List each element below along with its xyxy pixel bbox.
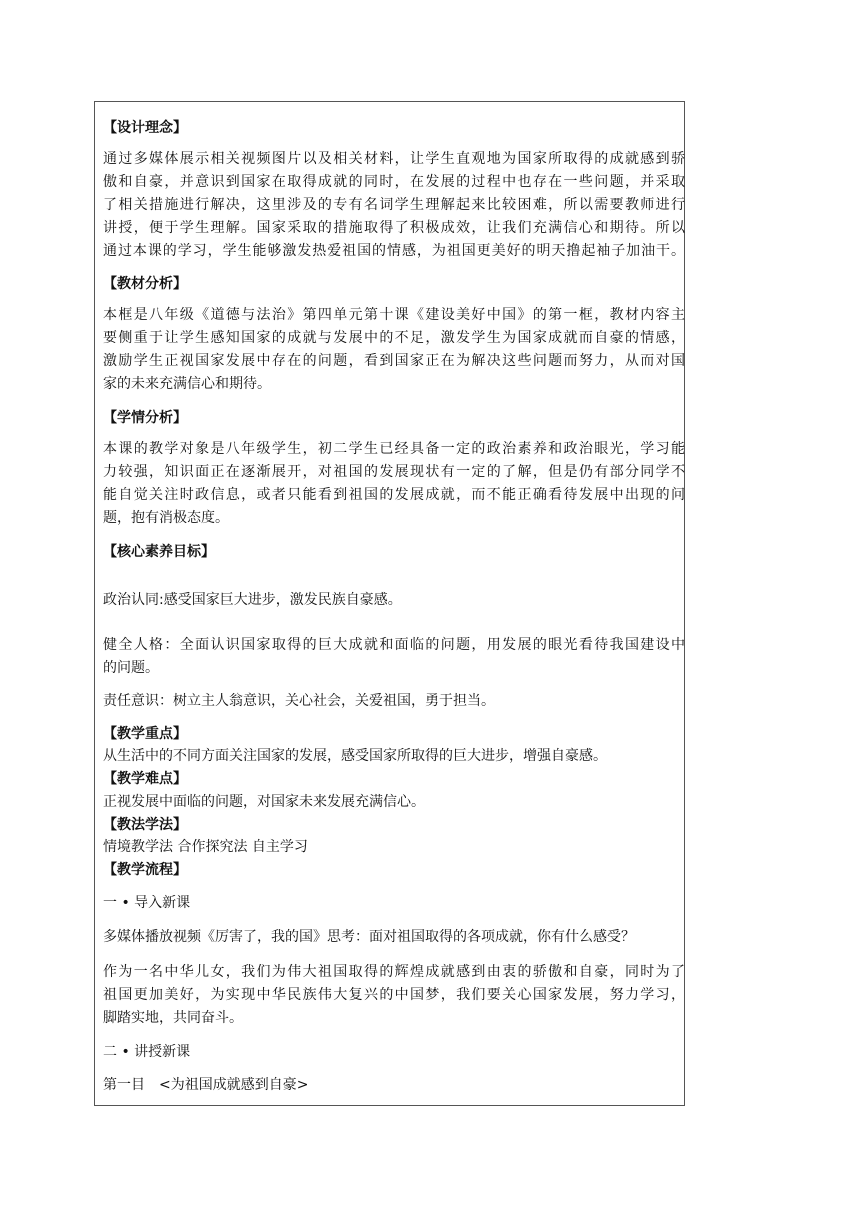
step1-para2-line-1: 作为一名中华儿女，我们为伟大祖国取得的辉煌成就感到由衷的骄傲和自豪，同时为了 <box>103 964 685 980</box>
key-point-heading: 【教学重点】 <box>103 726 187 742</box>
step1-para2-line-3: 脚踏实地，共同奋斗。 <box>103 1010 243 1026</box>
process-heading: 【教学流程】 <box>103 862 187 878</box>
design-line-1: 通过多媒体展示相关视频图片以及相关材料，让学生直观地为国家所取得的成就感到骄 <box>103 151 685 167</box>
students-heading: 【学情分析】 <box>103 410 187 426</box>
step2-title: 二 • 讲授新课 <box>103 1044 191 1060</box>
methods-heading: 【教法学法】 <box>103 817 187 833</box>
textbook-line-4: 家的未来充满信心和期待。 <box>103 376 271 392</box>
step1-para2-line-2: 祖国更加美好，为实现中华民族伟大复兴的中国梦，我们要关心国家发展，努力学习， <box>103 987 685 1003</box>
key-point-text: 从生活中的不同方面关注国家的发展，感受国家所取得的巨大进步，增强自豪感。 <box>103 748 607 764</box>
goal-political: 政治认同:感受国家巨大进步，激发民族自豪感。 <box>103 592 402 608</box>
difficulty-text: 正视发展中面临的问题，对国家未来发展充满信心。 <box>103 794 425 810</box>
design-heading: 【设计理念】 <box>103 120 187 136</box>
students-line-3: 能自觉关注时政信息，或者只能看到祖国的发展成就，而不能正确看待发展中出现的问 <box>103 487 685 503</box>
step1-para1: 多媒体播放视频《厉害了，我的国》思考：面对祖国取得的各项成就，你有什么感受？ <box>103 929 635 945</box>
goal-personality-line-1: 健全人格：全面认识国家取得的巨大成就和面临的问题，用发展的眼光看待我国建设中 <box>103 637 685 653</box>
design-line-4: 讲授，便于学生理解。国家采取的措施取得了积极成效，让我们充满信心和期待。所以 <box>103 220 685 236</box>
design-line-3: 了相关措施进行解决，这里涉及的专有名词学生理解起来比较困难，所以需要教师进行 <box>103 197 685 213</box>
goal-responsibility: 责任意识：树立主人翁意识，关心社会，关爱祖国，勇于担当。 <box>103 693 495 709</box>
difficulty-heading: 【教学难点】 <box>103 771 187 787</box>
design-line-5: 通过本课的学习，学生能够激发热爱祖国的情感，为祖国更美好的明天撸起袖子加油干。 <box>103 243 685 259</box>
students-line-2: 力较强，知识面正在逐渐展开，对祖国的发展现状有一定的了解，但是仍有部分同学不 <box>103 464 685 480</box>
step1-title: 一 • 导入新课 <box>103 895 191 911</box>
goals-heading: 【核心素养目标】 <box>103 544 215 560</box>
methods-text: 情境教学法 合作探究法 自主学习 <box>103 839 308 855</box>
design-line-2: 傲和自豪，并意识到国家在取得成就的同时，在发展的过程中也存在一些问题，并采取 <box>103 174 685 190</box>
students-line-1: 本课的教学对象是八年级学生，初二学生已经具备一定的政治素养和政治眼光，学习能 <box>103 441 685 457</box>
section1-title: 第一目 <为祖国成就感到自豪> <box>103 1077 309 1093</box>
students-line-4: 题，抱有消极态度。 <box>103 510 229 526</box>
textbook-line-3: 激励学生正视国家发展中存在的问题，看到国家正在为解决这些问题而努力，从而对国 <box>103 353 685 369</box>
goal-personality-line-2: 的问题。 <box>103 660 159 676</box>
textbook-line-2: 要侧重于让学生感知国家的成就与发展中的不足，激发学生为国家成就而自豪的情感， <box>103 330 685 346</box>
textbook-line-1: 本框是八年级《道德与法治》第四单元第十课《建设美好中国》的第一框，教材内容主 <box>103 307 685 323</box>
textbook-heading: 【教材分析】 <box>103 276 187 292</box>
